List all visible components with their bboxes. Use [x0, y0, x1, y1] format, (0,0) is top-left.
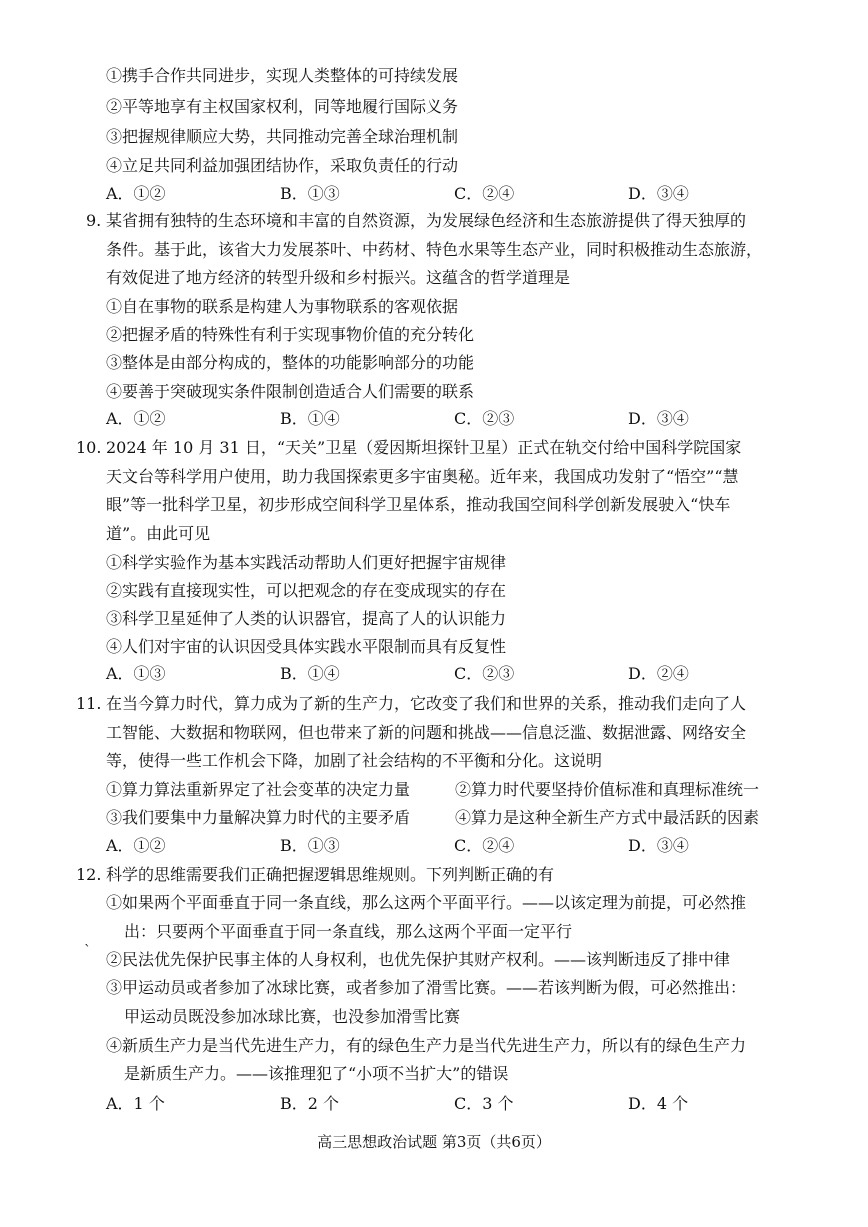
- q11-statement-2: ②算力时代要坚持价值标准和真理标准统一: [455, 780, 760, 799]
- q11-statement-4: ④算力是这种全新生产方式中最活跃的因素: [455, 808, 760, 827]
- q10-choice-d: D．②④: [628, 664, 689, 683]
- q11-choice-c: C．②④: [454, 836, 515, 855]
- q11-statement-1: ①算力算法重新界定了社会变革的决定力量: [106, 780, 411, 799]
- q11-text-3: 等，使得一些工作机会下降，加剧了社会结构的不平衡和分化。这说明: [106, 751, 603, 770]
- q9-number: 9.: [86, 211, 102, 230]
- q12-statement-4a: ④新质生产力是当代先进生产力，有的绿色生产力是当代先进生产力，所以有的绿色生产力: [106, 1036, 747, 1055]
- q12-statement-1a: ①如果两个平面垂直于同一条直线，那么这两个平面平行。——以该定理为前提，可必然推: [106, 893, 747, 912]
- q10-number: 10.: [76, 438, 102, 457]
- q11-statement-3: ③我们要集中力量解决算力时代的主要矛盾: [106, 808, 411, 827]
- q12-statement-1b: 出：只要两个平面垂直于同一条直线，那么这两个平面一定平行: [124, 922, 573, 941]
- q8-choice-a: A．①②: [106, 184, 166, 203]
- q10-statement-4: ④人们对宇宙的认识因受具体实践水平限制而具有反复性: [106, 637, 507, 656]
- q10-choices: [106, 664, 766, 684]
- q9-choice-c: C．②③: [454, 409, 515, 428]
- q9-text-3: 有效促进了地方经济的转型升级和乡村振兴。这蕴含的哲学道理是: [106, 268, 571, 287]
- q12-choice-b: B．2 个: [280, 1094, 340, 1113]
- q12-choice-a: A．1 个: [106, 1094, 165, 1113]
- q8-choice-b: B．①③: [280, 184, 340, 203]
- q9-statement-3: ③整体是由部分构成的，整体的功能影响部分的功能: [106, 353, 475, 372]
- q8-choice-c: C．②④: [454, 184, 515, 203]
- q8-choices: [106, 184, 766, 204]
- stray-mark: `: [84, 943, 91, 959]
- q12-choice-d: D．4 个: [628, 1094, 689, 1113]
- q8-statement-1: ①携手合作共同进步，实现人类整体的可持续发展: [106, 66, 459, 85]
- q8-statement-3: ③把握规律顺应大势，共同推动完善全球治理机制: [106, 127, 459, 146]
- q10-choice-c: C．②③: [454, 664, 515, 683]
- q10-choice-b: B．①④: [280, 664, 340, 683]
- q10-statement-1: ①科学实验作为基本实践活动帮助人们更好把握宇宙规律: [106, 553, 507, 572]
- q11-choice-d: D．③④: [628, 836, 689, 855]
- q11-choices: [106, 836, 766, 856]
- q12-choices: [106, 1094, 766, 1114]
- q8-statement-4: ④立足共同利益加强团结协作，采取负责任的行动: [106, 156, 459, 175]
- q10-statement-3: ③科学卫星延伸了人类的认识器官，提高了人的认识能力: [106, 609, 507, 628]
- q9-text-1: 某省拥有独特的生态环境和丰富的自然资源，为发展绿色经济和生态旅游提供了得天独厚的: [106, 211, 747, 230]
- q10-choice-a: A．①③: [106, 664, 166, 683]
- q9-choice-a: A．①②: [106, 409, 166, 428]
- q10-text-3: 眼”等一批科学卫星，初步形成空间科学卫星体系，推动我国空间科学创新发展驶入“快车: [106, 495, 731, 514]
- q12-statement-3a: ③甲运动员或者参加了冰球比赛，或者参加了滑雪比赛。——若该判断为假，可必然推出：: [106, 978, 747, 997]
- q8-choice-d: D．③④: [628, 184, 689, 203]
- q12-text-1: 科学的思维需要我们正确把握逻辑思维规则。下列判断正确的有: [106, 865, 555, 884]
- q10-text-2: 天文台等科学用户使用，助力我国探索更多宇宙奥秘。近年来，我国成功发射了“悟空”“慧: [106, 467, 739, 486]
- q9-statement-4: ④要善于突破现实条件限制创造适合人们需要的联系: [106, 382, 475, 401]
- q9-statement-2: ②把握矛盾的特殊性有利于实现事物价值的充分转化: [106, 325, 475, 344]
- q11-choice-b: B．①③: [280, 836, 340, 855]
- q12-number: 12.: [76, 865, 102, 884]
- q9-text-2: 条件。基于此，该省大力发展茶叶、中药材、特色水果等生态产业，同时积极推动生态旅游，: [106, 240, 763, 259]
- page-footer: 高三思想政治试题 第3页（共6页）: [317, 1133, 551, 1151]
- q11-number: 11.: [76, 694, 102, 713]
- q10-text-1: 2024 年 10 月 31 日，“天关”卫星（爱因斯坦探针卫星）正式在轨交付给中国科学院国家: [106, 438, 742, 457]
- q12-statement-2: ②民法优先保护民事主体的人身权利，也优先保护其财产权利。——该判断违反了排中律: [106, 950, 731, 969]
- q12-choice-c: C．3 个: [454, 1094, 514, 1113]
- q9-choice-d: D．③④: [628, 409, 689, 428]
- q10-statement-2: ②实践有直接现实性，可以把观念的存在变成现实的存在: [106, 581, 507, 600]
- q11-text-2: 工智能、大数据和物联网，但也带来了新的问题和挑战——信息泛滥、数据泄露、网络安全: [106, 723, 747, 742]
- q10-text-4: 道”。由此可见: [106, 524, 211, 543]
- q9-choice-b: B．①④: [280, 409, 340, 428]
- q8-statement-2: ②平等地享有主权国家权利，同等地履行国际义务: [106, 97, 459, 116]
- q12-statement-3b: 甲运动员既没参加冰球比赛，也没参加滑雪比赛: [124, 1007, 461, 1026]
- q9-statement-1: ①自在事物的联系是构建人为事物联系的客观依据: [106, 297, 459, 316]
- q9-choices: [106, 409, 766, 429]
- q11-choice-a: A．①②: [106, 836, 166, 855]
- q11-text-1: 在当今算力时代，算力成为了新的生产力，它改变了我们和世界的关系，推动我们走向了人: [106, 694, 747, 713]
- q12-statement-4b: 是新质生产力。——该推理犯了“小项不当扩大”的错误: [124, 1064, 509, 1083]
